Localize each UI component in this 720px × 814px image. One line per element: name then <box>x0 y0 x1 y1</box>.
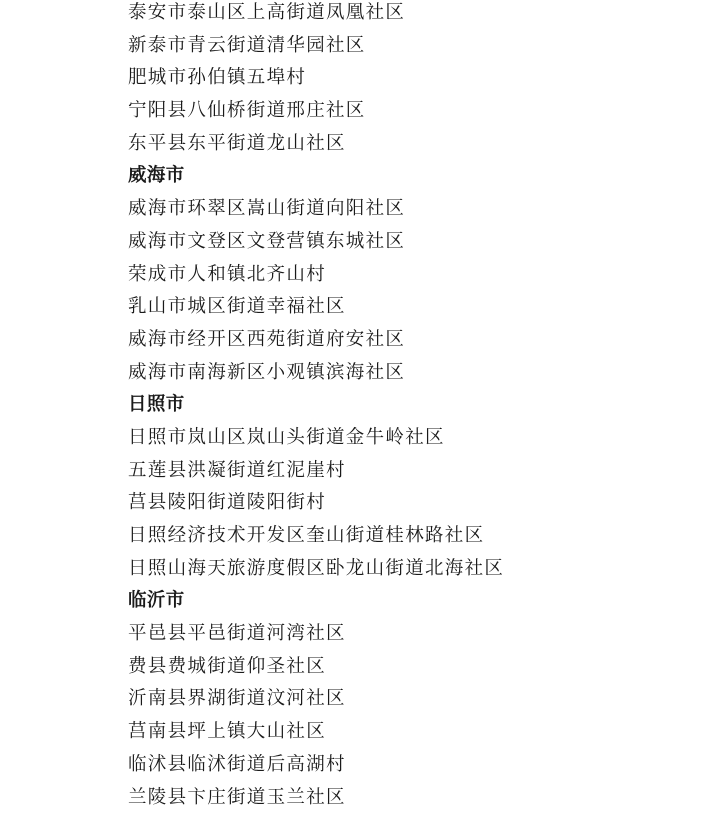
list-item: 日照山海天旅游度假区卧龙山街道北海社区 <box>128 553 504 586</box>
list-item: 临沭县临沭街道后高湖村 <box>128 749 504 782</box>
community-list <box>128 0 504 814</box>
list-item: 五莲县洪凝街道红泥崖村 <box>128 455 504 488</box>
list-item: 莒县陵阳街道陵阳街村 <box>128 487 504 520</box>
list-item: 威海市文登区文登营镇东城社区 <box>128 226 504 259</box>
list-item: 宁阳县八仙桥街道邢庄社区 <box>128 95 504 128</box>
list-item: 新泰市青云街道清华园社区 <box>128 30 504 63</box>
list-item: 威海市经开区西苑街道府安社区 <box>128 324 504 357</box>
list-item: 费县费城街道仰圣社区 <box>128 651 504 684</box>
list-item: 泰安市泰山区上高街道凤凰社区 <box>128 0 504 30</box>
list-item: 威海市南海新区小观镇滨海社区 <box>128 357 504 390</box>
list-item: 沂南县界湖街道汶河社区 <box>128 683 504 716</box>
list-item: 日照经济技术开发区奎山街道桂林路社区 <box>128 520 504 553</box>
list-item: 荣成市人和镇北齐山村 <box>128 259 504 292</box>
list-item: 平邑县平邑街道河湾社区 <box>128 618 504 651</box>
list-item: 兰陵县卞庄街道玉兰社区 <box>128 782 504 814</box>
list-item: 莒南县坪上镇大山社区 <box>128 716 504 749</box>
section-heading-rizhao: 日照市 <box>128 389 504 422</box>
list-item: 日照市岚山区岚山头街道金牛岭社区 <box>128 422 504 455</box>
section-heading-weihai: 威海市 <box>128 160 504 193</box>
list-item: 乳山市城区街道幸福社区 <box>128 291 504 324</box>
section-heading-linyi: 临沂市 <box>128 585 504 618</box>
list-item: 威海市环翠区嵩山街道向阳社区 <box>128 193 504 226</box>
list-item: 肥城市孙伯镇五埠村 <box>128 62 504 95</box>
list-item: 东平县东平街道龙山社区 <box>128 128 504 161</box>
